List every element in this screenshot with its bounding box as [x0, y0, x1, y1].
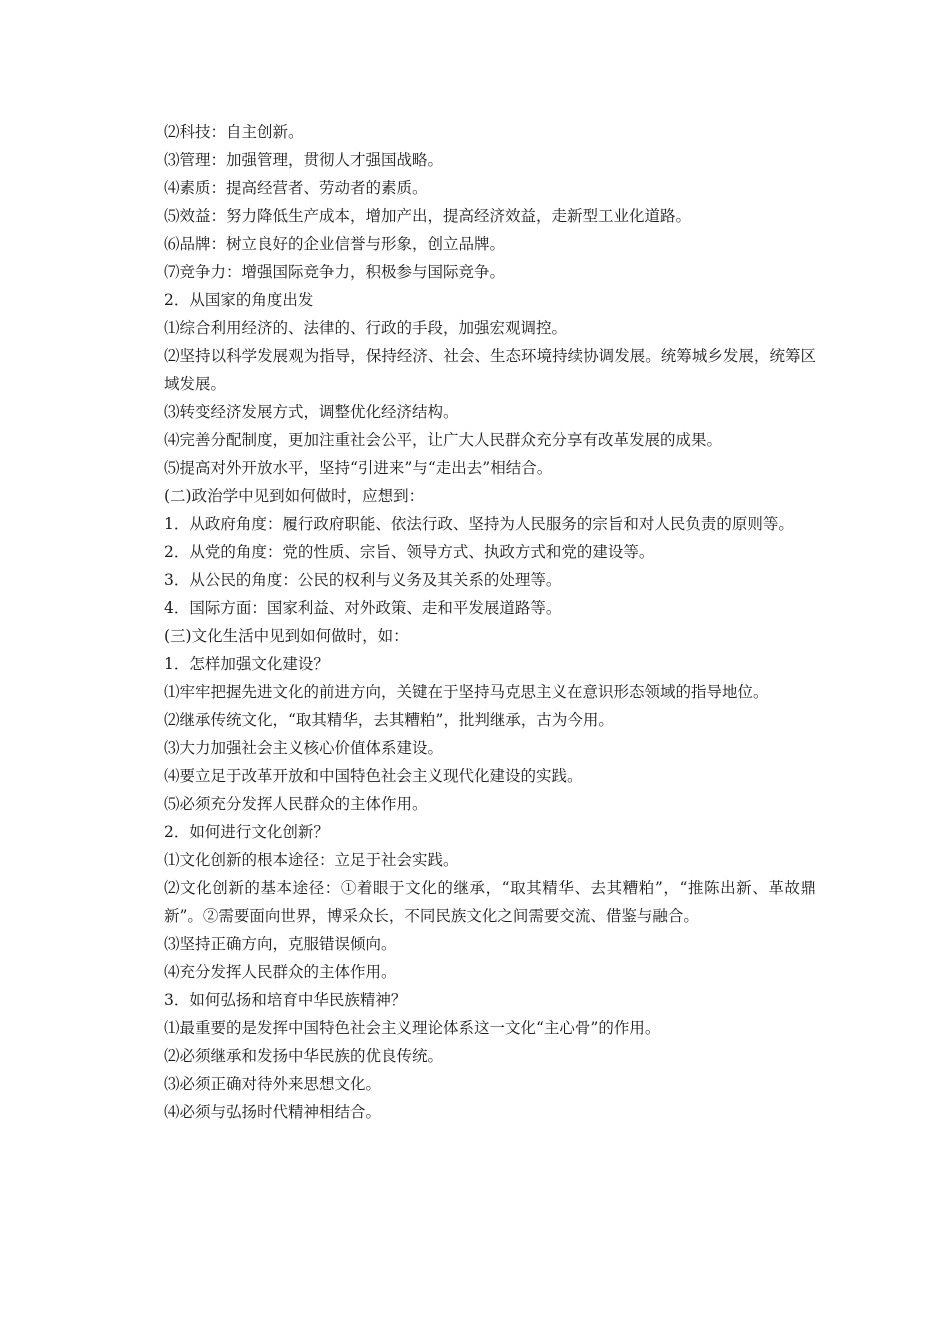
text-line: ⑶转变经济发展方式，调整优化经济结构。	[164, 403, 459, 421]
text-line: ⑷充分发挥人民群众的主体作用。	[164, 963, 397, 981]
text-line: ⑶必须正确对待外来思想文化。	[164, 1075, 382, 1093]
text-line: ⑷必须与弘扬时代精神相结合。	[164, 1103, 382, 1121]
text-line: ⑵坚持以科学发展观为指导，保持经济、社会、生态环境持续协调发展。统筹城乡发展，统筹区域发展。	[164, 347, 816, 393]
text-line: ⑵必须继承和发扬中华民族的优良传统。	[164, 1047, 444, 1065]
section-heading: 1．怎样加强文化建设？	[164, 655, 329, 673]
text-line: ⑶坚持正确方向，克服错误倾向。	[164, 935, 397, 953]
section-heading: 3．如何弘扬和培育中华民族精神？	[164, 991, 407, 1009]
section-heading: 2．如何进行文化创新？	[164, 823, 329, 841]
section-heading: (二)政治学中见到如何做时，应想到：	[164, 487, 425, 505]
text-line: 2．从党的角度：党的性质、宗旨、领导方式、执政方式和党的建设等。	[164, 543, 655, 561]
text-line: ⑸必须充分发挥人民群众的主体作用。	[164, 795, 428, 813]
text-line: ⑹品牌：树立良好的企业信誉与形象，创立品牌。	[164, 235, 506, 253]
text-line: 4．国际方面：国家利益、对外政策、走和平发展道路等。	[164, 599, 562, 617]
text-line: ⑴最重要的是发挥中国特色社会主义理论体系这一文化“主心骨”的作用。	[164, 1019, 661, 1037]
text-line: ⑵继承传统文化，“取其精华，去其糟粕”，批判继承，古为今用。	[164, 711, 614, 729]
text-line: ⑴文化创新的根本途径：立足于社会实践。	[164, 851, 459, 869]
text-line: ⑸提高对外开放水平，坚持“引进来”与“走出去”相结合。	[164, 459, 553, 477]
text-line: ⑶大力加强社会主义核心价值体系建设。	[164, 739, 444, 757]
text-line: ⑴综合利用经济的、法律的、行政的手段，加强宏观调控。	[164, 319, 568, 337]
text-line: ⑷素质：提高经营者、劳动者的素质。	[164, 179, 428, 197]
text-line: ⑵科技：自主创新。	[164, 123, 304, 141]
text-line: ⑴牢牢把握先进文化的前进方向，关键在于坚持马克思主义在意识形态领域的指导地位。	[164, 683, 769, 701]
text-line: ⑵文化创新的基本途径：①着眼于文化的继承，“取其精华、去其糟粕”，“推陈出新、革故鼎新”。②需要面向世界，博采众长，不同民族文化之间需要交流、借鉴与融合。	[164, 879, 816, 925]
text-line: ⑸效益：努力降低生产成本，增加产出，提高经济效益，走新型工业化道路。	[164, 207, 692, 225]
text-line: ⑶管理：加强管理，贯彻人才强国战略。	[164, 151, 444, 169]
text-line: 3．从公民的角度：公民的权利与义务及其关系的处理等。	[164, 571, 562, 589]
section-heading: (三)文化生活中见到如何做时，如：	[164, 627, 409, 645]
text-line: ⑺竞争力：增强国际竞争力，积极参与国际竞争。	[164, 263, 506, 281]
section-heading: 2．从国家的角度出发	[164, 291, 314, 309]
text-line: 1．从政府角度：履行政府职能、依法行政、坚持为人民服务的宗旨和对人民负责的原则等。	[164, 515, 794, 533]
document-body	[164, 118, 816, 1126]
text-line: ⑷要立足于改革开放和中国特色社会主义现代化建设的实践。	[164, 767, 583, 785]
text-line: ⑷完善分配制度，更加注重社会公平，让广大人民群众充分享有改革发展的成果。	[164, 431, 723, 449]
